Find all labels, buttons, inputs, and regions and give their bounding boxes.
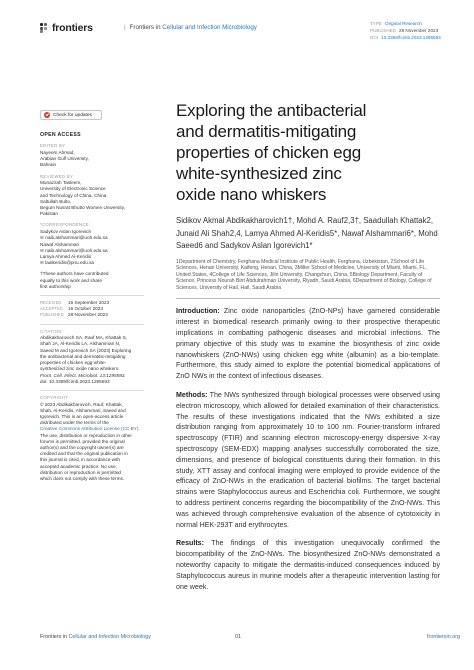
footnote-line: first authorship — [40, 283, 71, 289]
results-text: The findings of this investigation unequivocally confirmed the biocompatibility of the ZnO-NWs. The biosynthesized ZnO-NWs demonstrated a noteworthy capacity to mitigate the dermatitis-induced consequences induced by Staphylococcus aureus in murine models after a therapeutic intervention lasting for one week. — [176, 539, 440, 591]
citation-line: Abdikakharovich SA, Rauf MA, Khattak S, — [40, 335, 128, 341]
copyright-line: Igorevich. This is an open-access article — [40, 414, 124, 420]
email-link[interactable]: ✉ laalkeridis@pnu.edu.sa — [40, 260, 95, 266]
equal-contribution-note — [40, 271, 158, 290]
citation-line: Front. Cell. Infect. Microbiol. 13:1295593. — [40, 372, 126, 378]
reviewer-line: Pakistan — [40, 211, 58, 217]
page-header — [40, 20, 460, 48]
copyright-line: distributed under the terms of the — [40, 420, 109, 426]
article-sidebar — [40, 132, 158, 487]
edited-by-label: EDITED BY — [40, 143, 66, 149]
citation-line: properties of chicken egg white- — [40, 360, 107, 366]
cc-by-license-link[interactable]: Creative Commons Attribution License (CC BY). — [40, 426, 140, 432]
footer-journal — [40, 634, 151, 640]
received-label: RECEIVED — [40, 299, 62, 305]
introduction-heading: Introduction: — [176, 307, 220, 316]
title-line: and dermatitis-mitigating — [176, 122, 357, 141]
page-footer — [40, 634, 460, 644]
checkmark-icon — [44, 112, 50, 118]
edited-by — [40, 143, 158, 168]
frontiers-logo[interactable] — [40, 22, 93, 34]
check-for-updates-button[interactable] — [40, 110, 102, 120]
reviewed-by-label: REVIEWED BY — [40, 173, 74, 179]
citation-line: Saeed M and Igorevich SA (2023) Exploring — [40, 347, 132, 353]
editor-line: Nayeem Ahmad, — [40, 149, 75, 155]
affiliations: 1Department of Chemistry, Ferghana Medical Institute of Public Health, Ferghana, Uzbekistan, 2School of Life Sciences, Henan University, Kaifeng, Henan, China, 3Miller School of Medicine, University of Miami, Miami, FL, United States, 4College of Life Sciences, Jilin University, Changchun, China, 5Biology Department, Faculty of Science, Princess Nourah Bint Abdulrahman University, Riyadh, Saudi Arabia, 6Department of Biology, College of Sciences, University of Hail, Hail, Saudi Arabia — [176, 258, 432, 291]
introduction-text: Zinc oxide nanoparticles (ZnO-NPs) have garnered considerable interest in biomedical research primarily owing to their prospective therapeutic implications in combatting pathogenic diseases and microbial infections. The primary objective of this study was to examine the biosynthesis of zinc oxide nanowhiskers (ZnO-NWs) using chicken egg white (albumin) as a bio-template. Furthermore, this study aimed to explore the potential biomedical applications of ZnO NWs in the context of infectious diseases. — [176, 307, 440, 381]
sidebar-divider — [40, 324, 144, 325]
check-updates-label: Check for updates — [53, 112, 92, 118]
copyright-line: author(s) and the copyright owner(s) are — [40, 445, 124, 451]
citation-label: CITATION — [40, 328, 62, 334]
abstract-divider — [176, 298, 440, 299]
doi-label: DOI — [370, 35, 379, 40]
journal-title: | Frontiers in Cellular and Infection Microbiology — [124, 24, 257, 31]
logo-text: frontiers — [52, 22, 93, 34]
citation-doi[interactable]: doi: 10.3389/fcimb.2023.1295593 — [40, 378, 110, 384]
title-line: oxide nano whiskers — [176, 185, 327, 204]
reviewer-line: University of Electronic Science — [40, 186, 106, 192]
published-label: PUBLISHED — [370, 28, 397, 33]
copyright-line: which does not comply with these terms. — [40, 476, 125, 482]
accepted-label: ACCEPTED — [40, 306, 63, 312]
copyright-line: credited and that the original publication in — [40, 451, 128, 457]
abstract-results — [176, 538, 440, 592]
page-number: 01 — [235, 634, 241, 640]
email-link[interactable]: ✉ naib.alshammari@uoh.edu.sa — [40, 235, 108, 241]
author-list: Sidikov Akmal Abdikakharovich1†, Mohd A. Rauf2,3†, Saadullah Khattak2, Junaid Ali Shah2,4, Lamya Ahmed Al-Keridis5*, Nawaf Alshammari6*, Mohd Saeed6 and Sadykov Aslan Igorevich1* — [176, 216, 438, 250]
sidebar-divider — [40, 390, 144, 391]
doi-link[interactable]: 10.3389/fcimb.2023.1295593 — [381, 35, 441, 40]
copyright — [40, 395, 158, 482]
open-access-label: OPEN ACCESS — [40, 132, 81, 138]
journal-name-link[interactable]: Cellular and Infection Microbiology — [162, 24, 257, 31]
article-dates — [40, 300, 158, 319]
article-meta — [370, 20, 441, 41]
abstract-methods — [176, 390, 440, 530]
published-label: PUBLISHED — [40, 312, 64, 318]
published-date: 28 November 2023 — [68, 312, 108, 318]
reviewer-line: Begum Nusrat Bhutto Women University, — [40, 205, 126, 211]
reviewer-line: Munazzah Tasleem, — [40, 180, 82, 186]
reviewed-by — [40, 174, 158, 218]
copyright-line: accepted academic practice. No use, — [40, 463, 117, 469]
type-label: TYPE — [370, 21, 382, 26]
editor-line: Bahrain — [40, 162, 57, 168]
citation — [40, 329, 158, 385]
methods-text: The NWs synthesized through biological processes were observed using electron microscopy, which allowed for detailed examination of their characteristics. The results of these investigations indicated that the NWs exhibited a size distribution ranging from approximately 10 to 100 nm. Fourier-transform infrared spectroscopy (FTIR) and scanning electron microscopy-energy dispersive X-ray spectroscopy (SEM-EDX) mapping analyses successfully corroborated the size, dimensions, and presence of biological constituents during their formation. In this study, XTT assay and confocal imaging were employed to provide evidence of the efficacy of ZnO-NWs in the eradication of bacterial biofilms. The target bacterial strains were Staphylococcus aureus and Escherichia coli. Furthermore, we sought to address pertinent concerns regarding the biocompatibility of the ZnO-NWs. This was achieved through comprehensive evaluation of the absence of cytotoxicity in normal HEK-293T and erythrocytes. — [176, 391, 440, 529]
article-title — [176, 100, 440, 205]
copyright-label: COPYRIGHT — [40, 394, 69, 400]
footer-journal-link[interactable]: Cellular and Infection Microbiology — [68, 634, 151, 640]
citation-line: synthesized zinc oxide nano whiskers. — [40, 366, 120, 372]
copyright-line: distribution or reproduction is permitted — [40, 469, 122, 475]
reviewer-line: Saltullah Bulto, — [40, 198, 72, 204]
copyright-line: this journal is cited, in accordance with — [40, 457, 120, 463]
journal-prefix: Frontiers in — [129, 24, 161, 31]
reviewer-line: and Technology of China, China — [40, 192, 107, 198]
footer-journal-prefix: Frontiers in — [40, 634, 67, 640]
correspondent-name: Lamya Ahmed Al-Keridis — [40, 253, 92, 259]
footnote-line: equally to this work and share — [40, 277, 103, 283]
methods-heading: Methods: — [176, 391, 208, 400]
article-main — [176, 100, 440, 600]
correspondence — [40, 222, 158, 266]
copyright-line: The use, distribution or reproduction in other — [40, 432, 132, 438]
frontiers-logo-icon — [40, 23, 49, 33]
results-heading: Results: — [176, 539, 204, 548]
title-line: properties of chicken egg — [176, 143, 361, 162]
frontiersin-link[interactable]: frontiersin.org — [427, 634, 460, 640]
editor-line: Arabian Gulf University, — [40, 156, 89, 162]
abstract-introduction — [176, 306, 440, 382]
received-date: 16 September 2023 — [68, 299, 110, 305]
citation-line: Shah JA, Al-Keridis LA, Alshammari N, — [40, 341, 121, 347]
title-line: Exploring the antibacterial — [176, 101, 367, 120]
article-type: Original Research — [385, 21, 422, 26]
copyright-line: Shah, Al-Keridis, Alshammari, Saeed and — [40, 407, 126, 413]
citation-line: the antibacterial and dermatitis-mitigating — [40, 353, 126, 359]
footnote-line: †These authors have contributed — [40, 271, 109, 277]
title-line: white-synthesized zinc — [176, 164, 342, 183]
email-link[interactable]: ✉ naib.alshammari@uoh.edu.sa — [40, 247, 108, 253]
correspondent-name: Nawaf Alshammari — [40, 241, 80, 247]
correspondence-label: *CORRESPONDENCE — [40, 222, 89, 228]
copyright-line: forums is permitted, provided the original — [40, 438, 125, 444]
published-date: 28 November 2023 — [399, 28, 439, 33]
correspondent-name: Sadykov Aslan Igorevich — [40, 229, 92, 235]
copyright-line: © 2023 Abdikakharovich, Rauf, Khattak, — [40, 401, 123, 407]
accepted-date: 16 October 2023 — [68, 306, 103, 312]
sidebar-divider — [40, 295, 144, 296]
